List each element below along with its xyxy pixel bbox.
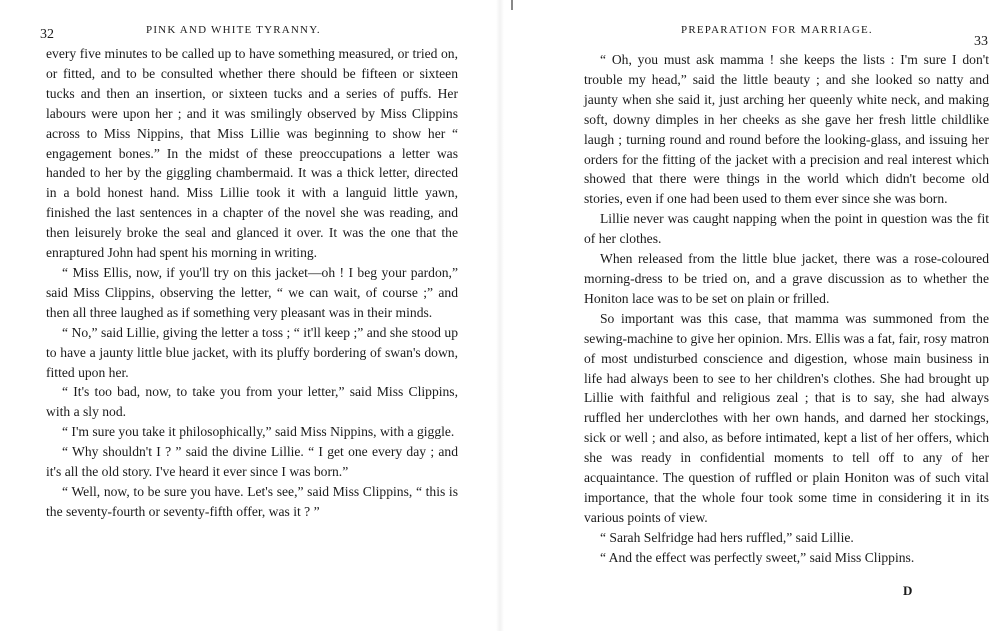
body-text xyxy=(46,44,458,522)
left-page xyxy=(0,0,492,631)
page-number: 32 xyxy=(40,27,54,42)
paragraph: “ Sarah Selfridge had hers ruffled,” said Lillie. xyxy=(600,529,854,545)
paragraph: “ And the effect was perfectly sweet,” said Miss Clippins. xyxy=(600,549,915,565)
running-head: PINK AND WHITE TYRANNY. xyxy=(146,24,321,36)
paragraph: “ It's too bad, now, to take you from your letter,” said Miss Clippins, with a sly nod. xyxy=(46,384,458,420)
paragraph: “ Miss Ellis, now, if you'll try on this jacket—oh ! I beg your pardon,” said Miss Clippins, observing the letter, “ we can wait, of course ;” and then all three laughed as if something very pleasant was in their minds. xyxy=(46,264,458,320)
running-head: PREPARATION FOR MARRIAGE. xyxy=(681,24,873,36)
paragraph: So important was this case, that mamma was summoned from the sewing-machine to give her opinion. Mrs. Ellis was a fat, fair, rosy matron of most undisturbed conscience and digestion, whose main business in life had always been to see to her children's clothes. She had brought up Lillie with faithful and religious zeal ; that is to say, she had always ruffled her underclothes with her own hands, and darned her stockings, sick or well ; and also, as before intimated, kept a list of her offers, which she was ready in confidential moments to tell off to any of her acquaintance. The question of ruffled or plain Honiton was of such vital importance, that the whole four took some time in considering it in its various points of view. xyxy=(584,310,989,525)
signature-mark: D xyxy=(903,583,913,598)
paragraph: “ I'm sure you take it philosophically,” said Miss Nippins, with a giggle. xyxy=(62,424,455,440)
paragraph: “ Why shouldn't I ? ” said the divine Lillie. “ I get one every day ; and it's all the old story. I've heard it ever since I was born.” xyxy=(46,444,458,480)
paragraph: When released from the little blue jacket, there was a rose-coloured morning-dress to be tried on, and a grave discussion as to whether the Honiton lace was to be set on plain or frilled. xyxy=(584,251,989,306)
paragraph: “ No,” said Lillie, giving the letter a toss ; “ it'll keep ;” and she stood up to have a jaunty little blue jacket, with its pluffy bordering of swan's down, fitted upon her. xyxy=(46,324,458,380)
paragraph: Lillie never was caught napping when the point in question was the fit of her clothes. xyxy=(584,211,989,247)
paragraph: “ Oh, you must ask mamma ! she keeps the lists : I'm sure I don't trouble my head,” said the little beauty ; and she looked so natty and jaunty when she said it, just arching her queenly white neck, and making soft, downy dimples in her cheeks as she gave her fresh little childlike laugh ; turning round and round before the looking-glass, and issuing her orders for the fitting of the jacket with a precision and real interest which showed that there were things in the world which didn't become old stories, even if one had been used to them ever since she was born. xyxy=(584,52,989,207)
page-header xyxy=(0,24,492,42)
page-header xyxy=(508,24,1000,49)
right-page xyxy=(508,0,1000,631)
page-number: 33 xyxy=(974,34,988,49)
paragraph: “ Well, now, to be sure you have. Let's see,” said Miss Clippins, “ this is the seventy-fourth or seventy-fifth offer, was it ? ” xyxy=(46,483,458,519)
body-text xyxy=(584,50,989,568)
book-gutter xyxy=(496,0,504,631)
paragraph: every five minutes to be called up to have something measured, or tried on, or fitted, and to be consulted whether there should be fifteen or sixteen tucks and then an insertion, or sixteen tucks and a series of puffs. Her labours were upon her ; and it was smilingly observed by Miss Clippins across to Miss Nippins, that Miss Lillie was beginning to show her “ engagement bones.” In the midst of these preoccupations a letter was handed to her by the giggling chambermaid. It was a thick letter, directed in a bold honest hand. Miss Lillie took it with a languid little yawn, finished the last sentences in a chapter of the novel she was reading, and then leisurely broke the seal and glanced it over. It was the one that the enraptured John had spent his morning in writing. xyxy=(46,46,458,261)
